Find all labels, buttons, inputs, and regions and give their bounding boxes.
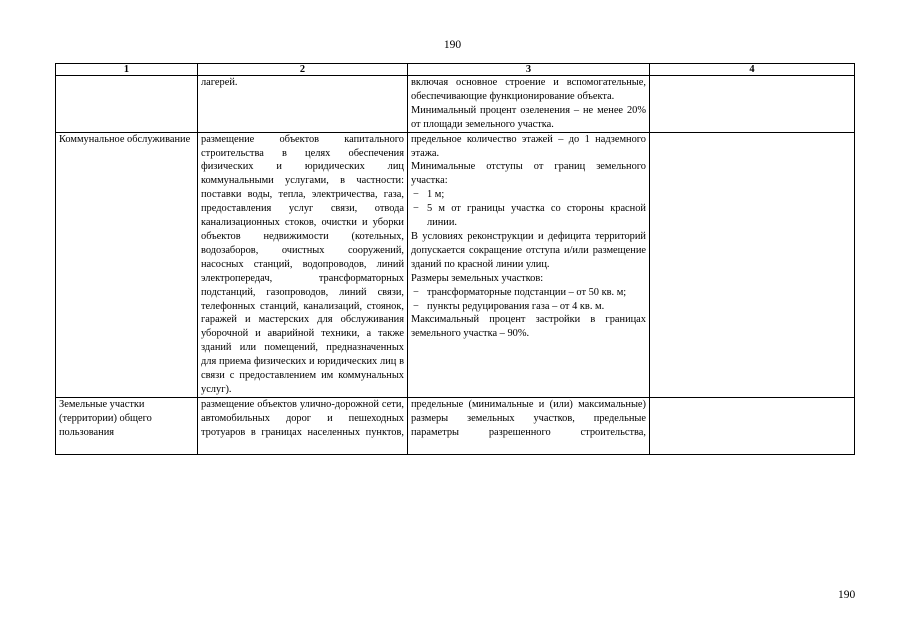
cell-use-type: Земельные участки (территории) общего пользования xyxy=(56,397,198,454)
list-item: − пункты редуцирования газа – от 4 кв. м. xyxy=(411,300,646,314)
table-row xyxy=(56,132,855,397)
parameter-text: Максимальный процент застройки в границах земельного участка – 90%. xyxy=(411,314,646,340)
page-number-bottom: 190 xyxy=(838,589,856,601)
parameter-text: Минимальные отступы от границ земельного участка: xyxy=(411,161,646,187)
cell-notes xyxy=(650,397,855,454)
cell-description: размещение объектов улично-дорожной сети, автомобильных дорог и пешеходных тротуаров в границах населенных пунктов, xyxy=(198,397,408,454)
cell-use-type: Коммунальное обслуживание xyxy=(56,132,198,397)
table-row xyxy=(56,76,855,133)
cell-parameters: предельные (минимальные и (или) максимальные) размеры земельных участков, предельные параметры разрешенного строительства, xyxy=(408,397,650,454)
cell-notes xyxy=(650,76,855,133)
cell-parameters xyxy=(408,76,650,133)
setback-list xyxy=(411,188,646,230)
table-header-row xyxy=(56,64,855,76)
cell-parameters xyxy=(408,132,650,397)
parameter-text: В условиях реконструкции и дефицита территорий допускается сокращение отступа и/или размещение зданий по красной линии улиц. xyxy=(411,230,646,270)
parameter-text: включая основное строение и вспомогательные, обеспечивающие функционирование объекта. xyxy=(411,77,646,102)
land-use-table xyxy=(55,63,855,455)
table-row xyxy=(56,397,855,454)
page-number-top: 190 xyxy=(443,39,462,51)
list-item: − 1 м; xyxy=(411,188,646,202)
cell-use-type xyxy=(56,76,198,133)
cell-description: лагерей. xyxy=(198,76,408,133)
column-header-4: 4 xyxy=(650,64,855,76)
cell-description: размещение объектов капитального строительства в целях обеспечения физических и юридических лиц коммунальными услугами, в частности: поставки воды, тепла, электричества, газа, предоставления услуг связи, отвода канализационных стоков, очистки и уборки объектов недвижимости (котельных, водозаборов, очистных сооружений, насосных станций, водопроводов, линий электропередач, трансформаторных подстанций, газопроводов, линий связи, телефонных станций, канализаций, стоянок, гаражей и мастерских для обслуживания уборочной и аварийной техники, а также зданий или помещений, предназначенных для приема физических и юридических лиц в связи с предоставлением им коммунальных услуг). xyxy=(198,132,408,397)
column-header-1: 1 xyxy=(56,64,198,76)
parameter-text: предельное количество этажей – до 1 надземного этажа. xyxy=(411,133,646,159)
list-item: − 5 м от границы участка со стороны красной линии. xyxy=(411,202,646,230)
list-item: − трансформаторные подстанции – от 50 кв. м; xyxy=(411,286,646,300)
column-header-3: 3 xyxy=(408,64,650,76)
parameter-text: Минимальный процент озеленения – не менее 20% от площади земельного участка. xyxy=(411,104,646,130)
column-header-2: 2 xyxy=(198,64,408,76)
plot-size-list xyxy=(411,286,646,314)
cell-notes xyxy=(650,132,855,397)
parameter-text: Размеры земельных участков: xyxy=(411,272,544,284)
